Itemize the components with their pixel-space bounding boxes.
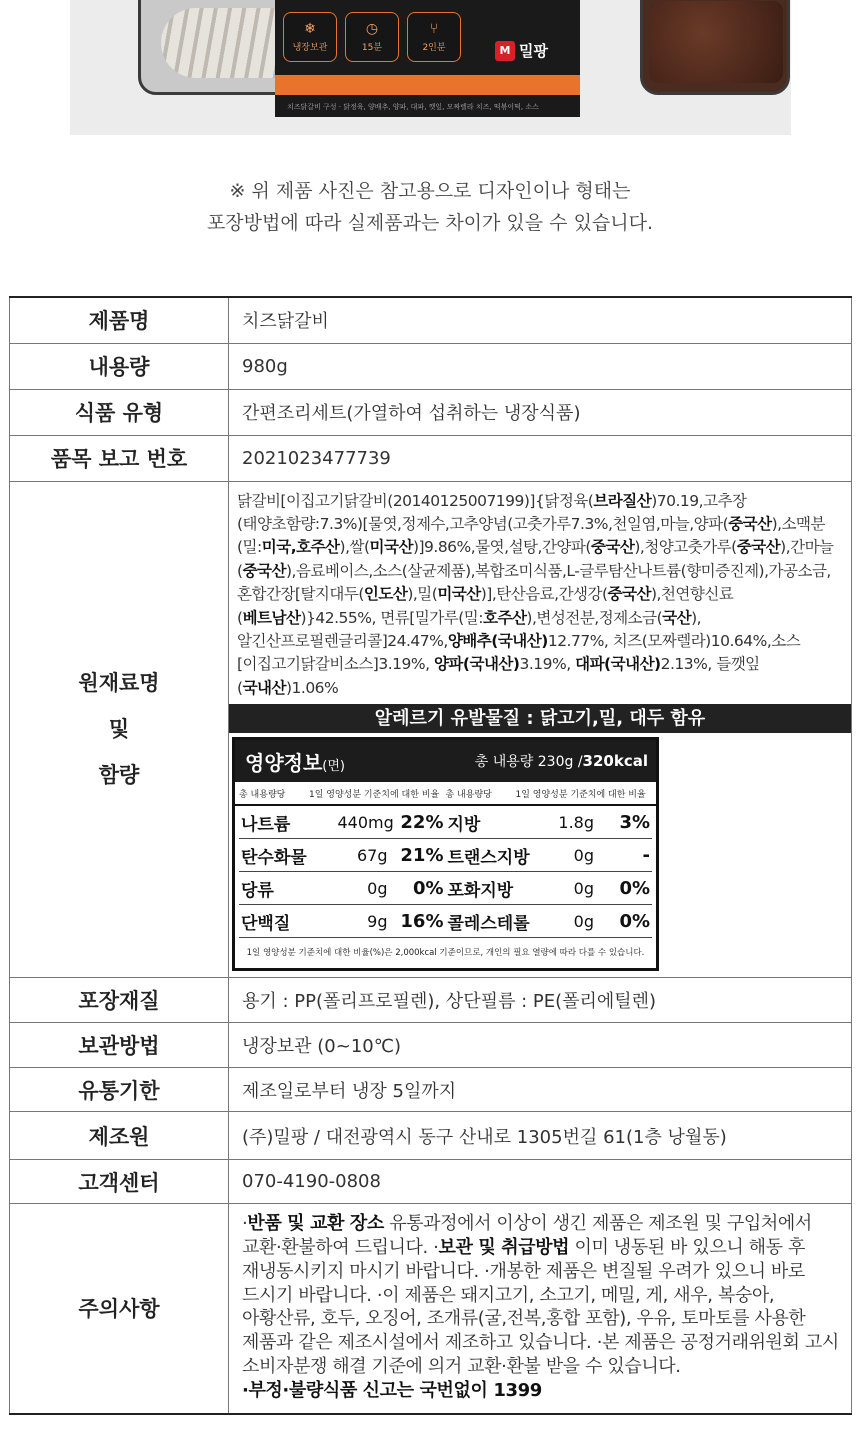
nutrient-amount: 0g [573,845,594,865]
caution-segment: 보관 및 취급방법 [438,1236,570,1258]
manufacturer-label: 제조원 [10,1112,229,1160]
row-ingredients [10,481,852,978]
nutrient-amount: 67g [356,845,388,865]
nutrition-row [239,839,446,872]
package-badge-label: 2인분 [422,43,446,53]
expiry-label: 유통기한 [10,1068,229,1112]
nutrient-name: 지방 [447,814,481,835]
ingredients-segment: 중국산 [736,538,781,557]
food-type-value: 간편조리세트(가열하여 섭취하는 냉장식품) [229,389,852,435]
nutrient-percent: - [642,844,650,866]
package-badge-label: 냉장보관 [292,43,328,53]
nutrient-amount: 440mg [337,812,394,832]
row-volume [10,343,852,389]
report-number-value: 2021023477739 [229,435,852,481]
ingredients-segment: 양파(국내산) [433,655,520,674]
ingredients-segment: 중국산 [607,585,651,604]
nutrient-amount: 0g [573,878,594,898]
package-badge [407,12,461,62]
package-sleeve [275,0,580,117]
photo-notice [0,175,860,239]
ingredients-segment: ),변성전분,정제소금( [526,608,663,627]
nutrient-amount: 0g [367,878,388,898]
row-expiry [10,1068,852,1112]
notice-line-1: ※ 위 제품 사진은 참고용으로 디자인이나 형태는 [229,180,631,202]
ingredients-segment: 국산 [662,608,692,627]
nutrient-percent: 16% [400,910,444,932]
ingredients-segment: )]9.86%,물엿,설탕,간양파( [412,538,591,557]
package-composition-strip: 치즈닭갈비 구성 · 닭정육, 양배추, 양파, 대파, 깻잎, 모짜렐라 치즈, 떡볶이떡, 소스 [287,103,539,111]
package-badges [283,12,461,62]
ingredients-segment: 미국,호주산 [261,538,340,557]
nutrition-row [239,872,446,905]
ingredients-segment: ),청양고춧가루( [634,538,737,557]
ingredients-segment: )1.06% [285,678,339,697]
ingredients-segment: 3.19%, [519,655,576,674]
ingredients-segment: 미국산 [369,538,413,557]
caution-segment: 이미 냉동된 바 있으니 해동 후 재냉동시키지 마시기 바랍니다. ·개봉한 제품은 변질될 우려가 있으니 바로 드시기 바랍니다. ·이 제품은 돼지고기, 소고기, 메밀, 게, 새우, 복숭아, 아황산류, 호두, 오징어, 조개류(굴,전복,홍합 포함), 우유, 토마토를 사용한 제품과 같은 제조시설에서 제조하고 있습니다. ·본 제품은 공정거래위원회 고시 소비자분쟁 해결 기준에 의거 교환·환불 받을 수 있습니다. [242,1236,839,1377]
clock-icon: ◷ [365,21,379,37]
brand-name: 밀팡 [519,42,548,60]
nutrition-kcal: 320kcal [582,752,648,771]
ingredients-segment: ),쌀( [339,538,370,557]
nutrient-percent: 22% [400,811,444,833]
nutrition-unit: (면) [322,758,345,774]
ingredients-segment: 중국산 [728,514,772,533]
nutrient-percent: 21% [400,844,444,866]
ingredients-label-line-3: 함량 [98,763,140,788]
nutrient-name: 나트륨 [241,814,291,835]
brand-logo [495,40,548,61]
caution-segment: ·부정·불량식품 신고는 국번없이 1399 [242,1379,542,1401]
caution-segment: · [242,1213,248,1235]
expiry-value: 제조일로부터 냉장 5일까지 [229,1068,852,1112]
nutrient-percent: 0% [619,877,650,899]
ingredients-value [229,481,852,978]
row-packaging [10,978,852,1023]
nutrient-name: 탄수화물 [241,847,307,868]
row-customer-center [10,1160,852,1204]
nutrition-subheader [235,782,656,806]
ingredients-segment: 미국산 [437,585,481,604]
sub-left-a: 총 내용량당 [239,789,286,800]
volume-label: 내용량 [10,343,229,389]
snowflake-icon: ❄ [304,21,316,37]
allergy-banner: 알레르기 유발물질 : 닭고기,밀, 대두 함유 [229,704,851,733]
nutrition-row [446,872,653,905]
ingredients-segment: 베트남산 [242,608,301,627]
ingredients-label-line-2: 및 [108,717,130,742]
ingredients-segment: ),소맥분(밀: [237,514,826,557]
nutrient-amount: 0g [573,911,594,931]
row-product-name [10,297,852,343]
nutrition-total: 총 내용량 230g / [474,754,583,771]
caution-text [229,1204,852,1414]
ingredients-segment: 닭갈비[이집고기닭갈비(20140125007199)]{닭정육( [237,491,594,510]
storage-value: 냉장보관 (0~10℃) [229,1023,852,1068]
row-food-type [10,389,852,435]
ingredients-segment: 중국산 [590,538,635,557]
caution-segment: 반품 및 교환 장소 [247,1213,384,1235]
nutrition-row [446,905,653,938]
ingredients-segment: ),간마늘( [237,538,834,580]
nutrient-name: 콜레스테롤 [447,913,530,934]
ingredients-segment: 인도산 [363,585,408,604]
nutrient-percent: 0% [412,877,444,899]
nutrition-facts-box [232,737,659,971]
sub-right-a: 총 내용량당 [445,789,492,800]
nutrient-percent: 0% [619,910,650,932]
nutrient-name: 단백질 [241,913,291,934]
ingredients-segment: 중국산 [242,561,286,580]
product-name-label: 제품명 [10,297,229,343]
manufacturer-value: (주)밀팡 / 대전광역시 동구 산내로 1305번길 61(1층 낭월동) [229,1112,852,1160]
notice-line-2: 포장방법에 따라 실제품과는 차이가 있을 수 있습니다. [206,212,654,234]
caution-label: 주의사항 [10,1204,229,1414]
ingredients-segment: ),밀( [407,585,438,604]
ingredients-segment: ),알긴산프로필렌글리콜]24.47%, [237,608,702,650]
ingredients-segment: 양배추(국내산) [447,631,548,650]
ingredients-segment: 국내산 [242,678,286,697]
nutrition-footnote: 1일 영양성분 기준치에 대한 비율(%)은 2,000kcal 기준이므로, 개인의 필요 열량에 따라 다를 수 있습니다. [246,948,645,959]
ingredients-segment: 2.13%, 들깻잎( [237,655,760,697]
product-info-table [9,296,852,1415]
ingredients-segment: )],탄산음료,간생강( [480,585,608,604]
nutrient-name: 트랜스지방 [447,847,530,868]
nutrient-amount: 9g [367,911,388,931]
sub-right-b: 1일 영양성분 기준치에 대한 비율 [515,789,646,800]
volume-value: 980g [229,343,852,389]
product-photo [70,0,791,135]
nutrient-name: 포화지방 [447,880,514,901]
row-storage [10,1023,852,1068]
packaging-value: 용기 : PP(폴리프로필렌), 상단필름 : PE(폴리에틸렌) [229,978,852,1023]
nutrition-row [239,806,446,839]
nutrition-row [446,806,653,839]
ingredients-text [237,490,847,701]
package-badge [283,12,337,62]
ingredients-segment: )70.19,고추장(태양초함량:7.3%)[물엿,정제수,고추양념(고춧가루7.3%,천일염,마늘,양파( [237,491,747,533]
product-name-value: 치즈닭갈비 [229,297,852,343]
food-type-label: 식품 유형 [10,389,229,435]
nutrition-title: 영양정보 [245,750,323,775]
ingredients-segment: 12.77%, 치즈(모짜렐라)10.64%,소스[이집고기닭갈비소스]3.19%, [237,631,801,674]
ingredients-segment: )}42.55%, 면류[밀가루(밀: [300,608,483,627]
caution-segment: 유통과정에서 이상이 생긴 제품은 제조원 및 구입처에서 교환·환불하여 드립니다. · [242,1213,812,1258]
ingredients-segment: 호주산 [483,608,527,627]
row-manufacturer [10,1112,852,1160]
nutrient-percent: 3% [619,811,650,833]
row-caution [10,1204,852,1414]
customer-center-label: 고객센터 [10,1160,229,1204]
packaging-label: 포장재질 [10,978,229,1023]
nutrition-header [235,740,656,782]
row-report-number [10,435,852,481]
ingredients-segment: 대파(국내산) [575,655,661,674]
sub-left-b: 1일 영양성분 기준치에 대한 비율 [309,789,440,800]
nutrient-name: 당류 [241,880,274,901]
ingredients-label-line-1: 원재료명 [78,671,160,696]
storage-label: 보관방법 [10,1023,229,1068]
brand-mark-icon: M [495,41,515,61]
nutrient-amount: 1.8g [558,812,594,832]
report-number-label: 품목 보고 번호 [10,435,229,481]
sauce-tray [640,0,790,95]
ingredients-label [10,481,229,978]
ingredients-segment: ),천연향신료( [237,585,734,627]
customer-center-value: 070-4190-0808 [229,1160,852,1204]
nutrition-row [239,905,446,938]
ingredients-segment: 브라질산 [593,491,652,510]
nutrition-grid [235,806,656,938]
package-badge-label: 15분 [361,43,383,53]
nutrition-row [446,839,653,872]
package-badge [345,12,399,62]
utensils-icon: ⑂ [429,21,439,37]
ingredients-segment: ),음료베이스,소스(살균제품),복합조미식품,L-글루탐산나트륨(향미증진제),가공소금,혼합간장[탈지대두( [237,561,831,604]
